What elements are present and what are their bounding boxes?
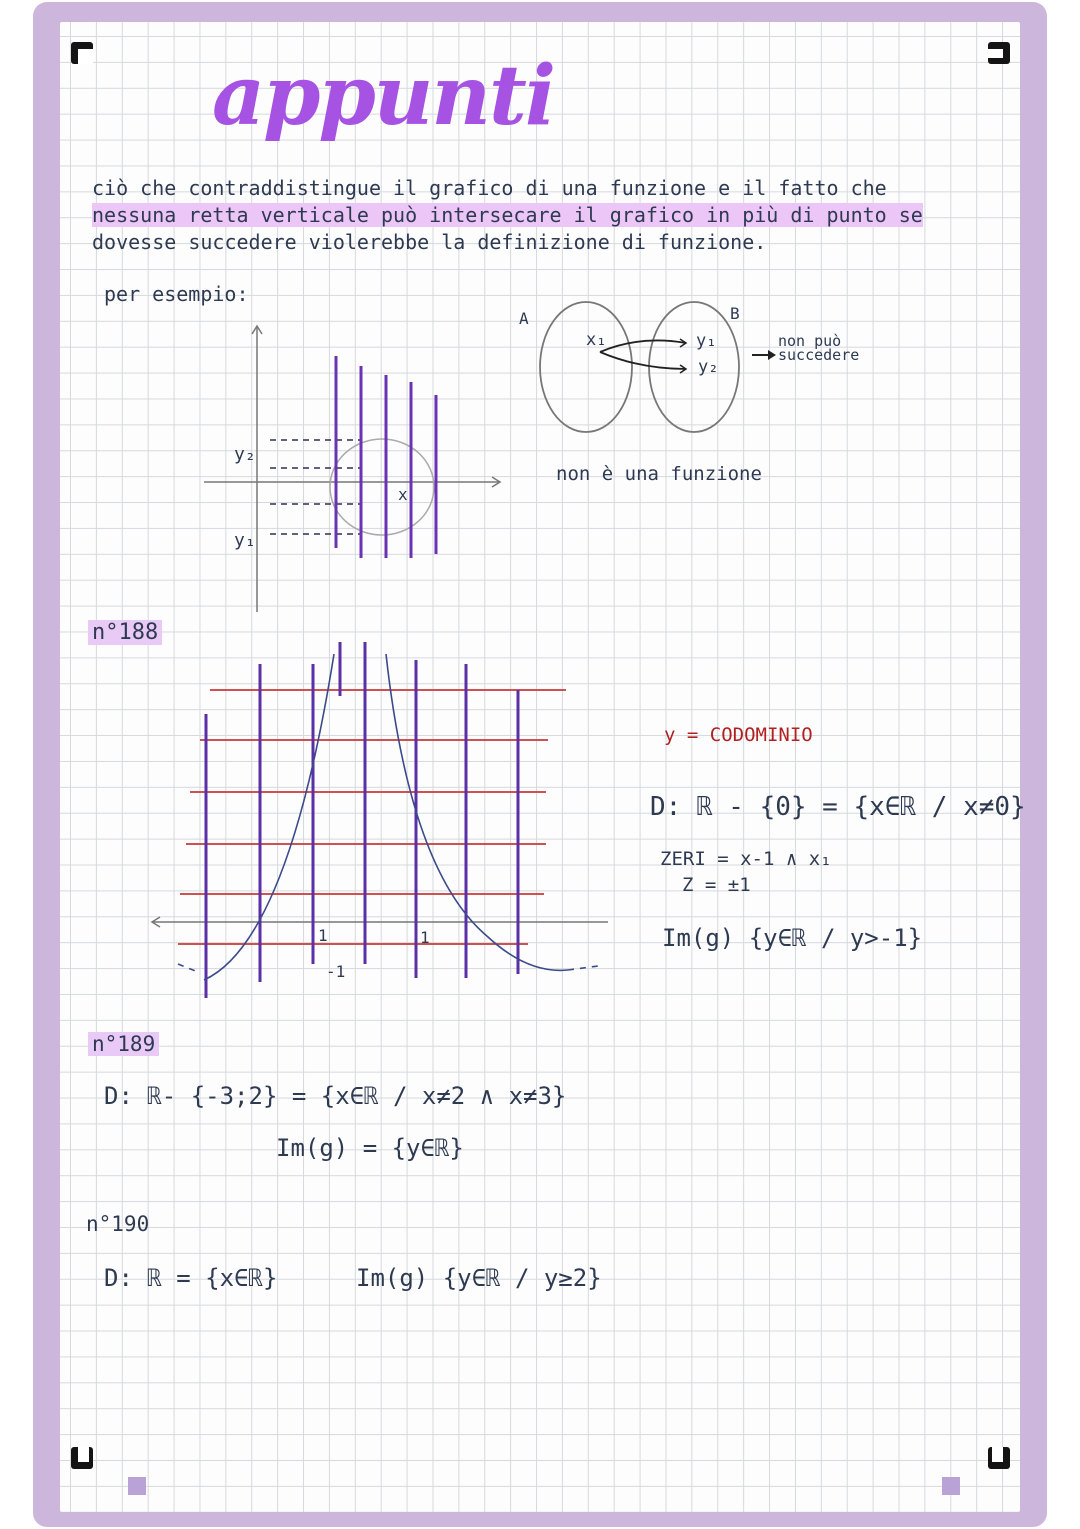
domain-189: D: ℝ- {-3;2} = {x∈ℝ / x≠2 ∧ x≠3} <box>104 1082 567 1110</box>
label-y1: y₁ <box>234 530 256 551</box>
set-a-label: A <box>519 309 529 328</box>
corner-mark-top-left-icon <box>71 42 93 64</box>
circle-vertical-lines-sketch <box>200 320 510 620</box>
intro-line-3: dovesse succedere violerebbe la definizione di funzione. <box>92 230 767 254</box>
exercise-190-label: n°190 <box>86 1212 150 1236</box>
codomain-note: y = CODOMINIO <box>664 724 813 746</box>
exercise-188-graph <box>148 612 618 1012</box>
domain-190: D: ℝ = {x∈ℝ} <box>104 1264 278 1292</box>
image-188: Im(g) {y∈ℝ / y>-1} <box>662 924 923 952</box>
corner-mark-bottom-right-icon <box>988 1447 1010 1469</box>
scan-marker-left-icon <box>128 1477 146 1495</box>
image-190: Im(g) {y∈ℝ / y≥2} <box>356 1264 602 1292</box>
scan-marker-right-icon <box>942 1477 960 1495</box>
corner-mark-bottom-left-icon <box>71 1447 93 1469</box>
not-function-note: non è una funzione <box>556 463 762 485</box>
element-y2: y₂ <box>698 357 719 377</box>
image-189: Im(g) = {y∈ℝ} <box>276 1134 464 1162</box>
exercise-189-label: n°189 <box>88 1032 159 1056</box>
zeri-188: ZERI = x-1 ∧ x₁ <box>660 848 832 870</box>
tick-minus-1: -1 <box>326 962 346 981</box>
corner-mark-top-right-icon <box>988 42 1010 64</box>
domain-188: D: ℝ - {0} = {x∈ℝ / x≠0} <box>650 792 1026 822</box>
intro-line-1: ciò che contraddistingue il grafico di una funzione e il fatto che <box>92 176 887 200</box>
element-y1: y₁ <box>696 331 717 351</box>
example-label: per esempio: <box>104 282 249 306</box>
intro-line-2: nessuna retta verticale può intersecare il grafico in più di punto se <box>92 203 923 227</box>
z-188: Z = ±1 <box>682 874 751 896</box>
tick-1-left: 1 <box>318 926 328 945</box>
label-y2: y₂ <box>234 444 256 465</box>
tick-1-right: 1 <box>420 928 430 947</box>
set-b-label: B <box>730 304 740 323</box>
page-title: appunti <box>212 48 555 144</box>
exercise-188-label: n°188 <box>88 620 162 645</box>
label-x: x <box>398 485 408 504</box>
sets-diagram <box>530 295 830 445</box>
element-x1: x₁ <box>586 330 607 350</box>
not-possible-note: non può succedere <box>778 332 860 364</box>
